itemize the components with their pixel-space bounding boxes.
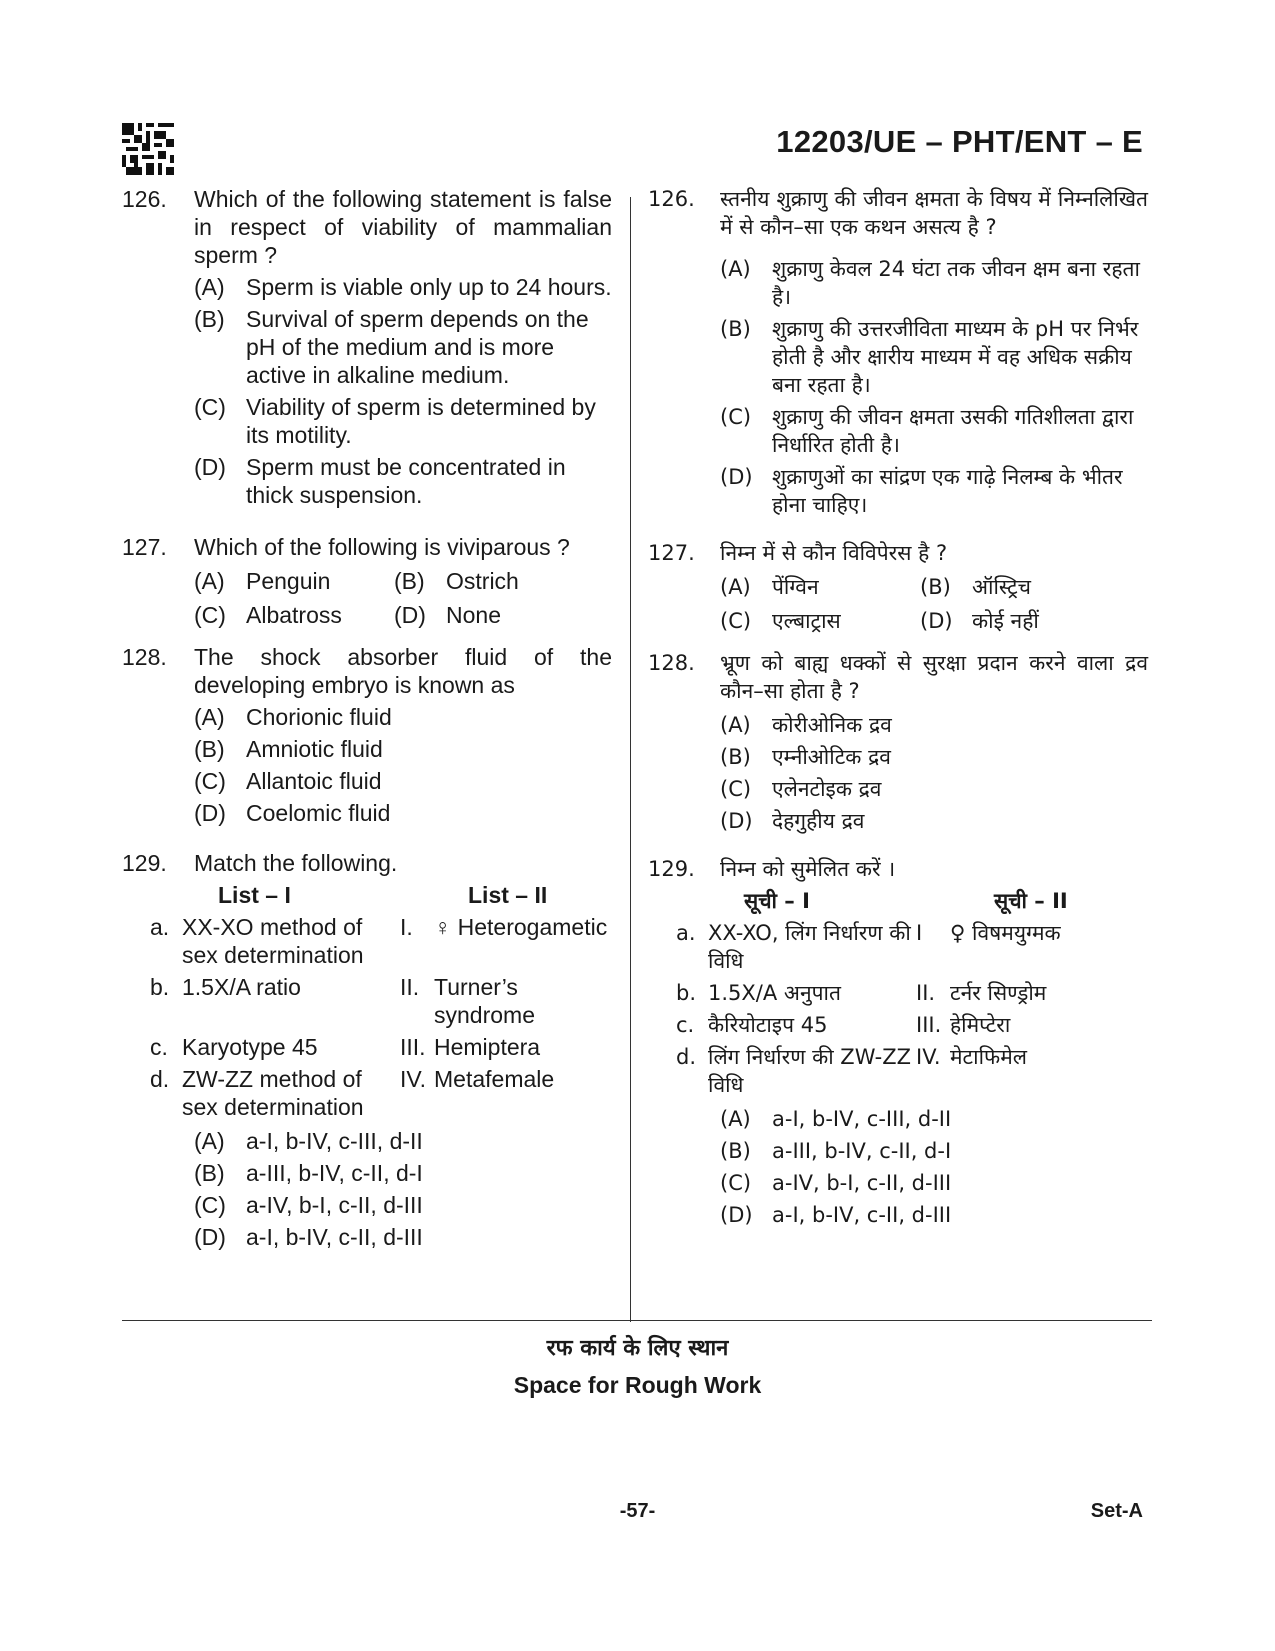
option-b: (B) एम्नीओटिक द्रव (720, 745, 891, 769)
option-a: (A) Sperm is viable only up to 24 hours. (194, 274, 612, 300)
question-stem: निम्न में से कौन विविपेरस है ? (720, 541, 948, 565)
question-126-hindi (648, 185, 1148, 519)
match-row: c. कैरियोटाइप 45 III. हेमिप्टेरा (676, 1013, 1011, 1037)
question-number: 127. (648, 541, 695, 565)
question-number: 128. (648, 651, 695, 675)
question-stem: स्तनीय शुक्राणु की जीवन क्षमता के विषय में निम्नलिखित में से कौन–सा एक कथन असत्य है ? (720, 187, 1148, 239)
option-a: (A) a-I, b-IV, c-III, d-II (720, 1107, 952, 1131)
match-table (648, 887, 1148, 1099)
option-c: (C) एल्बाट्रास (720, 609, 841, 633)
paper-code: 12203/UE – PHT/ENT – E (776, 124, 1143, 159)
question-number: 129. (648, 857, 695, 881)
question-128 (122, 643, 612, 827)
question-number: 129. (122, 850, 167, 876)
match-row: b. 1.5X/A अनुपात II. टर्नर सिण्ड्रोम (676, 981, 1047, 1005)
qr-code-icon (122, 123, 174, 175)
option-d: (D) Coelomic fluid (194, 800, 391, 826)
match-row: a. XX-XO method of sex determination I. ♀ Heterogametic (150, 914, 608, 968)
question-number: 126. (122, 186, 167, 212)
option-c: (C) एलेनटोइक द्रव (720, 777, 882, 801)
option-d: (D) Sperm must be concentrated in thick suspension. (194, 454, 566, 508)
option-d: (D) a-I, b-IV, c-II, d-III (720, 1203, 952, 1227)
option-a: (A) कोरीओनिक द्रव (720, 713, 892, 737)
question-stem: Which of the following is viviparous ? (194, 534, 570, 560)
option-c: (C) a-IV, b-I, c-II, d-III (194, 1192, 423, 1218)
option-a: (A) शुक्राणु केवल 24 घंटा तक जीवन क्षम बना रहता है। (720, 257, 1140, 309)
set-label: Set-A (1090, 1500, 1143, 1522)
question-number: 126. (648, 187, 695, 211)
option-d: (D) a-I, b-IV, c-II, d-III (194, 1224, 423, 1250)
list-1-heading: List – I (218, 882, 291, 908)
option-c: (C) a-IV, b-I, c-II, d-III (720, 1171, 952, 1195)
option-a: (A) Penguin (194, 568, 331, 594)
option-d: (D) None (394, 602, 501, 628)
question-126 (122, 185, 612, 509)
list-1-heading: सूची – I (744, 889, 810, 913)
option-b: (B) Amniotic fluid (194, 736, 383, 762)
rough-work-label: Space for Rough Work (513, 1372, 762, 1398)
question-128-hindi (648, 649, 1148, 835)
page-number: -57- (619, 1500, 656, 1522)
option-d: (D) शुक्राणुओं का सांद्रण एक गाढ़े निलम्ब के भीतर होना चाहिए। (720, 465, 1123, 517)
option-c: (C) शुक्राणु की जीवन क्षमता उसकी गतिशीलता द्वारा निर्धारित होती है। (720, 405, 1134, 457)
question-stem: The shock absorber fluid of the developing embryo is known as (194, 644, 612, 698)
question-number: 127. (122, 534, 167, 560)
question-stem: निम्न को सुमेलित करें । (720, 857, 896, 881)
option-b: (B) ऑस्ट्रिच (920, 575, 1032, 599)
hindi-column (648, 185, 1148, 1243)
list-2-heading: सूची – II (994, 889, 1068, 913)
match-row: b. 1.5X/A ratio II. Turner’s syndrome (150, 974, 535, 1028)
option-a: (A) Chorionic fluid (194, 704, 392, 730)
match-row: a. XX-XO, लिंग निर्धारण की विधि I ♀ विषमयुग्मक (676, 921, 1061, 973)
match-row: d. ZW-ZZ method of sex determination IV. Metafemale (150, 1066, 555, 1120)
option-b: (B) Ostrich (394, 568, 519, 594)
match-row: c. Karyotype 45 III. Hemiptera (150, 1034, 541, 1060)
question-stem: Match the following. (194, 850, 398, 876)
option-b: (B) Survival of sperm depends on the pH of the medium and is more active in alkaline medium. (194, 306, 589, 388)
option-b: (B) शुक्राणु की उत्तरजीविता माध्यम के pH पर निर्भर होती है और क्षारीय माध्यम में वह अधिक सक्रीय बना रहता है। (720, 317, 1139, 397)
option-a: (A) पेंग्विन (720, 575, 819, 599)
question-stem: भ्रूण को बाह्य धक्कों से सुरक्षा प्रदान करने वाला द्रव कौन–सा होता है ? (720, 651, 1148, 703)
question-127 (122, 533, 612, 629)
match-row: d. लिंग निर्धारण की ZW-ZZ विधि IV. मेटाफिमेल (676, 1045, 1028, 1097)
option-b: (B) a-III, b-IV, c-II, d-I (194, 1160, 423, 1186)
column-divider (630, 197, 631, 1322)
rough-work-label-hindi: रफ कार्य के लिए स्थान (546, 1336, 729, 1361)
question-number: 128. (122, 644, 167, 670)
match-table (122, 881, 612, 1121)
option-c: (C) Viability of sperm is determined by its motility. (194, 394, 596, 448)
option-d: (D) देहगुहीय द्रव (720, 809, 865, 833)
question-127-hindi (648, 539, 1148, 635)
option-d: (D) कोई नहीं (920, 609, 1039, 633)
option-c: (C) Allantoic fluid (194, 768, 382, 794)
option-c: (C) Albatross (194, 602, 342, 628)
question-129 (122, 849, 612, 1251)
question-129-hindi (648, 855, 1148, 1229)
english-column (122, 185, 612, 1265)
question-stem: Which of the following statement is false in respect of viability of mammalian sperm ? (194, 186, 612, 268)
option-b: (B) a-III, b-IV, c-II, d-I (720, 1139, 952, 1163)
list-2-heading: List – II (468, 882, 548, 908)
option-a: (A) a-I, b-IV, c-III, d-II (194, 1128, 423, 1154)
rough-work-divider (122, 1320, 1152, 1321)
